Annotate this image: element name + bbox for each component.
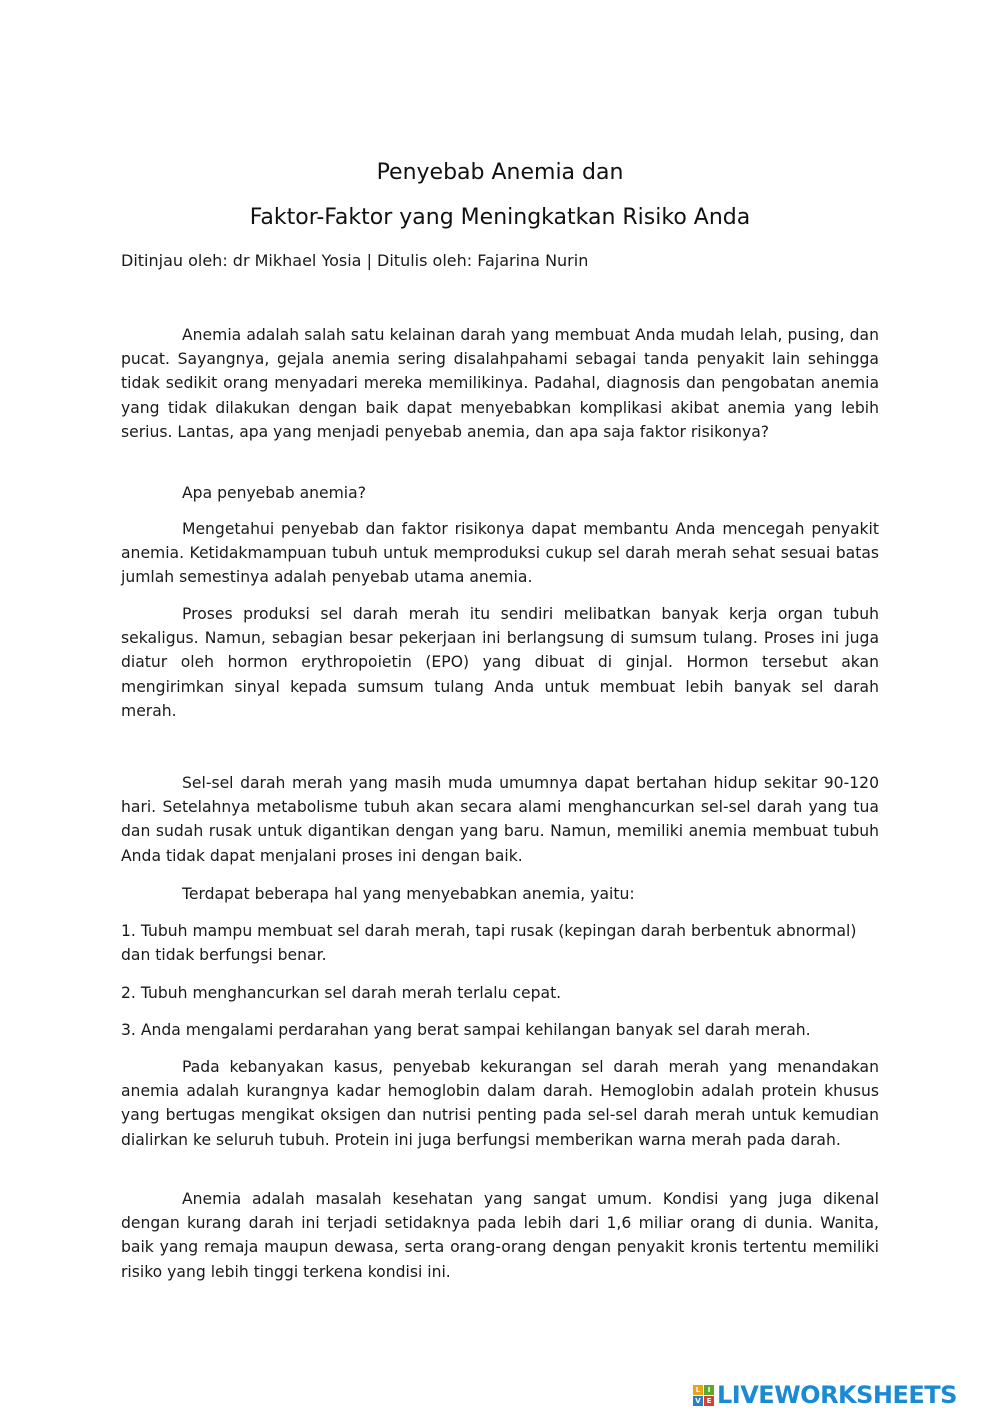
paragraph-production: Proses produksi sel darah merah itu sendiri melibatkan banyak kerja organ tubuh sekaligus. Namun, sebagian besar pekerjaan ini berlangsung di sumsum tulang. Proses ini juga diatur oleh hormon erythropoietin (EPO) yang dibuat di ginjal. Hormon tersebut akan mengirimkan sinyal kepada sumsum tulang Anda untuk membuat lebih banyak sel darah merah. xyxy=(121,605,879,720)
logo-mark-icon: L I V E xyxy=(693,1385,714,1406)
list-item: 3. Anda mengalami perdarahan yang berat sampai kehilangan banyak sel darah merah. xyxy=(121,1021,811,1039)
paragraph-list-intro: Terdapat beberapa hal yang menyebabkan anemia, yaitu: xyxy=(182,885,635,903)
list-item: 2. Tubuh menghancurkan sel darah merah terlalu cepat. xyxy=(121,984,562,1002)
paragraph-intro: Anemia adalah salah satu kelainan darah yang membuat Anda mudah lelah, pusing, dan pucat. Sayangnya, gejala anemia sering disalahpahami sebagai tanda penyakit lain sehingga tidak sedikit orang menyadari mereka memilikinya. Padahal, diagnosis dan pengobatan anemia yang tidak dilakukan dengan baik dapat menyebabkan komplikasi akibat anemia yang lebih serius. Lantas, apa yang menjadi penyebab anemia, dan apa saja faktor risikonya? xyxy=(121,326,879,441)
paragraph-prevalence: Anemia adalah masalah kesehatan yang sangat umum. Kondisi yang juga dikenal dengan kurang darah ini terjadi setidaknya pada lebih dari 1,6 miliar orang di dunia. Wanita, baik yang remaja maupun dewasa, serta orang-orang dengan penyakit kronis tertentu memiliki risiko yang lebih tinggi terkena kondisi ini. xyxy=(121,1190,879,1281)
document-title-line-1: Penyebab Anemia dan xyxy=(376,160,624,185)
paragraph-causes: Mengetahui penyebab dan faktor risikonya dapat membantu Anda mencegah penyakit anemia. Ketidakmampuan tubuh untuk memproduksi cukup sel darah merah sehat sesuai batas jumlah semestinya adalah penyebab utama anemia. xyxy=(121,520,879,587)
byline: Ditinjau oleh: dr Mikhael Yosia | Ditulis oleh: Fajarina Nurin xyxy=(121,251,589,270)
paragraph-hemoglobin: Pada kebanyakan kasus, penyebab kekurangan sel darah merah yang menandakan anemia adalah kurangnya kadar hemoglobin dalam darah. Hemoglobin adalah protein khusus yang bertugas mengikat oksigen dan nutrisi penting pada sel-sel darah merah untuk kemudian dialirkan ke seluruh tubuh. Protein ini juga berfungsi memberikan warna merah pada darah. xyxy=(121,1058,879,1149)
liveworksheets-logo xyxy=(693,1379,957,1411)
paragraph-lifespan: Sel-sel darah merah yang masih muda umumnya dapat bertahan hidup sekitar 90-120 hari. Setelahnya metabolisme tubuh akan secara alami menghancurkan sel-sel darah yang tua dan sudah rusak untuk digantikan dengan yang baru. Namun, memiliki anemia membuat tubuh Anda tidak dapat menjalani proses ini dengan baik. xyxy=(121,774,879,865)
list-item: 1. Tubuh mampu membuat sel darah merah, tapi rusak (kepingan darah berbentuk abnormal) dan tidak berfungsi benar. xyxy=(121,922,857,965)
section-question: Apa penyebab anemia? xyxy=(182,484,366,502)
document-title-line-2: Faktor-Faktor yang Meningkatkan Risiko Anda xyxy=(249,205,751,230)
logo-text: LIVEWORKSHEETS xyxy=(717,1381,957,1409)
